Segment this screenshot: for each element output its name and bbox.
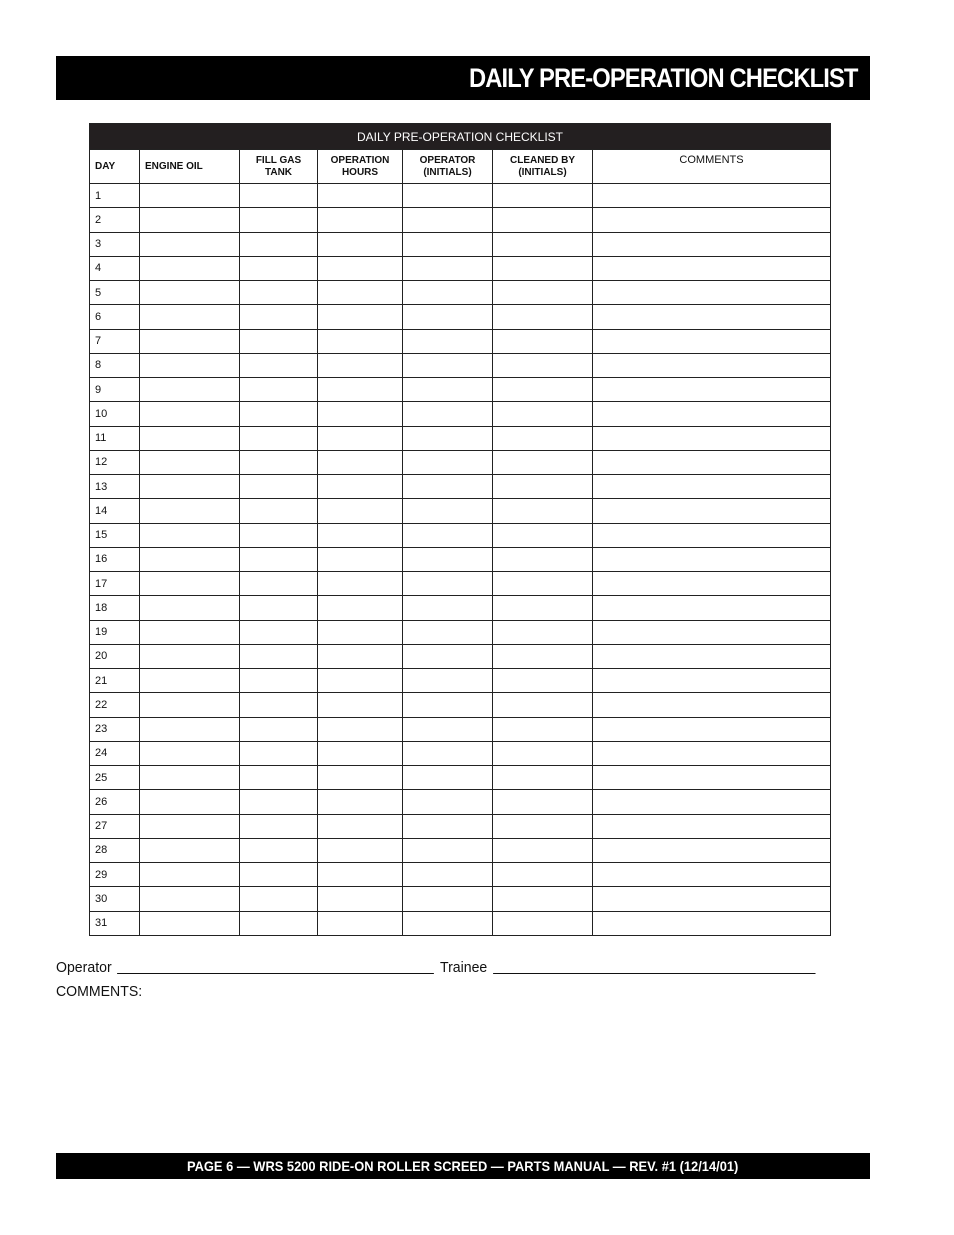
- cleaned-by-cell[interactable]: [493, 887, 593, 911]
- engine-oil-cell[interactable]: [140, 644, 240, 668]
- engine-oil-cell[interactable]: [140, 887, 240, 911]
- comments-cell[interactable]: [593, 790, 831, 814]
- day-number: 2: [90, 208, 140, 232]
- engine-oil-cell[interactable]: [140, 281, 240, 305]
- day-number: 15: [90, 523, 140, 547]
- day-number: 31: [90, 911, 140, 935]
- table-row: [90, 378, 831, 402]
- cleaned-by-cell[interactable]: [493, 644, 593, 668]
- operator-initials-cell[interactable]: [403, 887, 493, 911]
- day-number: 23: [90, 717, 140, 741]
- operation-hours-cell[interactable]: [318, 475, 403, 499]
- comments-cell[interactable]: [593, 232, 831, 256]
- operator-initials-cell[interactable]: [403, 329, 493, 353]
- engine-oil-cell[interactable]: [140, 620, 240, 644]
- table-header-row: [90, 150, 831, 184]
- table-caption: DAILY PRE-OPERATION CHECKLIST: [90, 124, 831, 150]
- operator-initials-cell[interactable]: [403, 305, 493, 329]
- operator-initials-cell[interactable]: [403, 814, 493, 838]
- engine-oil-cell[interactable]: [140, 499, 240, 523]
- comments-cell[interactable]: [593, 669, 831, 693]
- fill-gas-cell[interactable]: [240, 766, 318, 790]
- day-number: 19: [90, 620, 140, 644]
- fill-gas-cell[interactable]: [240, 378, 318, 402]
- signature-line: [56, 956, 821, 976]
- operator-initials-cell[interactable]: [403, 256, 493, 280]
- table-row: [90, 790, 831, 814]
- engine-oil-cell[interactable]: [140, 426, 240, 450]
- fill-gas-cell[interactable]: [240, 547, 318, 571]
- operator-initials-cell[interactable]: [403, 620, 493, 644]
- engine-oil-cell[interactable]: [140, 669, 240, 693]
- table-row: [90, 256, 831, 280]
- operation-hours-cell[interactable]: [318, 329, 403, 353]
- table-row: [90, 499, 831, 523]
- fill-gas-cell[interactable]: [240, 523, 318, 547]
- operator-initials-cell[interactable]: [403, 281, 493, 305]
- operator-initials-cell[interactable]: [403, 669, 493, 693]
- cleaned-by-cell[interactable]: [493, 741, 593, 765]
- comments-cell[interactable]: [593, 887, 831, 911]
- day-number: 9: [90, 378, 140, 402]
- day-number: 16: [90, 547, 140, 571]
- engine-oil-cell[interactable]: [140, 523, 240, 547]
- comments-cell[interactable]: [593, 353, 831, 377]
- operator-initials-cell[interactable]: [403, 499, 493, 523]
- cleaned-by-cell[interactable]: [493, 305, 593, 329]
- table-row: [90, 450, 831, 474]
- comments-cell[interactable]: [593, 644, 831, 668]
- engine-oil-cell[interactable]: [140, 572, 240, 596]
- cleaned-by-cell[interactable]: [493, 717, 593, 741]
- column-header-comments: [593, 150, 831, 184]
- operator-initials-cell[interactable]: [403, 572, 493, 596]
- comments-cell[interactable]: [593, 450, 831, 474]
- engine-oil-cell[interactable]: [140, 256, 240, 280]
- operator-label: Operator: [56, 959, 112, 976]
- table-row: [90, 911, 831, 935]
- fill-gas-cell[interactable]: [240, 741, 318, 765]
- operator-initials-cell[interactable]: [403, 523, 493, 547]
- operator-initials-cell[interactable]: [403, 475, 493, 499]
- fill-gas-cell[interactable]: [240, 426, 318, 450]
- comments-cell[interactable]: [593, 717, 831, 741]
- operation-hours-cell[interactable]: [318, 499, 403, 523]
- operation-hours-cell[interactable]: [318, 693, 403, 717]
- operator-initials-cell[interactable]: [403, 863, 493, 887]
- table-row: [90, 208, 831, 232]
- day-number: 20: [90, 644, 140, 668]
- fill-gas-cell[interactable]: [240, 911, 318, 935]
- engine-oil-cell[interactable]: [140, 329, 240, 353]
- day-number: 3: [90, 232, 140, 256]
- operation-hours-cell[interactable]: [318, 838, 403, 862]
- fill-gas-cell[interactable]: [240, 572, 318, 596]
- cleaned-by-cell[interactable]: [493, 863, 593, 887]
- trainee-signature-field[interactable]: [493, 959, 816, 974]
- comments-cell[interactable]: [593, 523, 831, 547]
- operator-initials-cell[interactable]: [403, 547, 493, 571]
- engine-oil-cell[interactable]: [140, 547, 240, 571]
- column-header-operation-line1: OPERATION: [330, 154, 390, 166]
- checklist-sheet: [89, 123, 830, 936]
- fill-gas-cell[interactable]: [240, 305, 318, 329]
- operation-hours-cell[interactable]: [318, 305, 403, 329]
- column-header-operator-initials: [403, 150, 493, 184]
- day-number: 27: [90, 814, 140, 838]
- day-number: 29: [90, 863, 140, 887]
- day-number: 10: [90, 402, 140, 426]
- engine-oil-cell[interactable]: [140, 402, 240, 426]
- day-number: 26: [90, 790, 140, 814]
- fill-gas-cell[interactable]: [240, 184, 318, 208]
- engine-oil-cell[interactable]: [140, 208, 240, 232]
- comments-cell[interactable]: [593, 208, 831, 232]
- comments-cell[interactable]: [593, 620, 831, 644]
- fill-gas-cell[interactable]: [240, 329, 318, 353]
- fill-gas-cell[interactable]: [240, 693, 318, 717]
- table-row: [90, 232, 831, 256]
- cleaned-by-cell[interactable]: [493, 596, 593, 620]
- operator-initials-cell[interactable]: [403, 741, 493, 765]
- fill-gas-cell[interactable]: [240, 232, 318, 256]
- fill-gas-cell[interactable]: [240, 887, 318, 911]
- engine-oil-cell[interactable]: [140, 911, 240, 935]
- day-number: 7: [90, 329, 140, 353]
- day-number: 22: [90, 693, 140, 717]
- operation-hours-cell[interactable]: [318, 620, 403, 644]
- operation-hours-cell[interactable]: [318, 353, 403, 377]
- checklist-body: [90, 184, 831, 936]
- cleaned-by-cell[interactable]: [493, 523, 593, 547]
- operation-hours-cell[interactable]: [318, 887, 403, 911]
- table-row: [90, 547, 831, 571]
- table-row: [90, 838, 831, 862]
- day-number: 30: [90, 887, 140, 911]
- cleaned-by-cell[interactable]: [493, 669, 593, 693]
- day-number: 28: [90, 838, 140, 862]
- day-number: 5: [90, 281, 140, 305]
- column-header-comments-label: COMMENTS: [679, 154, 744, 166]
- comments-cell[interactable]: [593, 281, 831, 305]
- trainee-label: Trainee: [439, 959, 488, 976]
- comments-cell[interactable]: [593, 596, 831, 620]
- operation-hours-cell[interactable]: [318, 596, 403, 620]
- cleaned-by-cell[interactable]: [493, 547, 593, 571]
- comments-cell[interactable]: [593, 402, 831, 426]
- engine-oil-cell[interactable]: [140, 717, 240, 741]
- table-row: [90, 693, 831, 717]
- table-row: [90, 766, 831, 790]
- operator-initials-cell[interactable]: [403, 838, 493, 862]
- comments-cell[interactable]: [593, 378, 831, 402]
- cleaned-by-cell[interactable]: [493, 475, 593, 499]
- cleaned-by-cell[interactable]: [493, 572, 593, 596]
- operator-initials-cell[interactable]: [403, 766, 493, 790]
- column-header-fill-gas-tank: [240, 150, 318, 184]
- operator-initials-cell[interactable]: [403, 596, 493, 620]
- operator-initials-cell[interactable]: [403, 353, 493, 377]
- table-caption-row: [90, 124, 831, 150]
- day-number: 8: [90, 353, 140, 377]
- cleaned-by-cell[interactable]: [493, 378, 593, 402]
- table-row: [90, 863, 831, 887]
- column-header-engine-oil-label: ENGINE OIL: [145, 160, 203, 172]
- fill-gas-cell[interactable]: [240, 863, 318, 887]
- operation-hours-cell[interactable]: [318, 208, 403, 232]
- operator-initials-cell[interactable]: [403, 717, 493, 741]
- fill-gas-cell[interactable]: [240, 281, 318, 305]
- table-row: [90, 620, 831, 644]
- column-header-operation-line2: HOURS: [341, 166, 379, 178]
- table-row: [90, 572, 831, 596]
- table-row: [90, 717, 831, 741]
- table-row: [90, 741, 831, 765]
- comments-cell[interactable]: [593, 741, 831, 765]
- comments-cell[interactable]: [593, 426, 831, 450]
- column-header-cleaned-line2: (INITIALS): [518, 166, 567, 178]
- comments-cell[interactable]: [593, 693, 831, 717]
- cleaned-by-cell[interactable]: [493, 281, 593, 305]
- table-row: [90, 281, 831, 305]
- comments-cell[interactable]: [593, 305, 831, 329]
- column-header-operation-hours: [318, 150, 403, 184]
- cleaned-by-cell[interactable]: [493, 620, 593, 644]
- operation-hours-cell[interactable]: [318, 572, 403, 596]
- comments-cell[interactable]: [593, 911, 831, 935]
- comments-cell[interactable]: [593, 766, 831, 790]
- page-header-bar: [56, 56, 870, 100]
- column-header-cleaned-by: [493, 150, 593, 184]
- operation-hours-cell[interactable]: [318, 547, 403, 571]
- day-number: 21: [90, 669, 140, 693]
- fill-gas-cell[interactable]: [240, 814, 318, 838]
- operator-initials-cell[interactable]: [403, 790, 493, 814]
- comments-cell[interactable]: [593, 547, 831, 571]
- table-row: [90, 523, 831, 547]
- operation-hours-cell[interactable]: [318, 378, 403, 402]
- comments-label: COMMENTS:: [56, 983, 143, 1000]
- comments-cell[interactable]: [593, 256, 831, 280]
- engine-oil-cell[interactable]: [140, 863, 240, 887]
- operation-hours-cell[interactable]: [318, 184, 403, 208]
- fill-gas-cell[interactable]: [240, 790, 318, 814]
- column-header-fill-gas-line1: FILL GAS: [255, 154, 302, 166]
- day-number: 24: [90, 741, 140, 765]
- operation-hours-cell[interactable]: [318, 281, 403, 305]
- operator-initials-cell[interactable]: [403, 378, 493, 402]
- day-number: 18: [90, 596, 140, 620]
- column-header-day-label: DAY: [95, 160, 116, 172]
- operator-initials-cell[interactable]: [403, 644, 493, 668]
- engine-oil-cell[interactable]: [140, 790, 240, 814]
- engine-oil-cell[interactable]: [140, 596, 240, 620]
- column-header-operator-line1: OPERATOR: [419, 154, 476, 166]
- table-row: [90, 184, 831, 208]
- operator-initials-cell[interactable]: [403, 426, 493, 450]
- day-number: 17: [90, 572, 140, 596]
- fill-gas-cell[interactable]: [240, 596, 318, 620]
- day-number: 13: [90, 475, 140, 499]
- column-header-operator-line2: (INITIALS): [423, 166, 472, 178]
- operation-hours-cell[interactable]: [318, 717, 403, 741]
- operator-initials-cell[interactable]: [403, 232, 493, 256]
- column-header-fill-gas-line2: TANK: [264, 166, 293, 178]
- fill-gas-cell[interactable]: [240, 402, 318, 426]
- page-title: DAILY PRE-OPERATION CHECKLIST: [469, 62, 858, 93]
- table-row: [90, 329, 831, 353]
- cleaned-by-cell[interactable]: [493, 426, 593, 450]
- cleaned-by-cell[interactable]: [493, 838, 593, 862]
- fill-gas-cell[interactable]: [240, 717, 318, 741]
- engine-oil-cell[interactable]: [140, 741, 240, 765]
- operation-hours-cell[interactable]: [318, 402, 403, 426]
- comments-cell[interactable]: [593, 329, 831, 353]
- table-row: [90, 814, 831, 838]
- table-row: [90, 353, 831, 377]
- table-row: [90, 887, 831, 911]
- cleaned-by-cell[interactable]: [493, 256, 593, 280]
- engine-oil-cell[interactable]: [140, 232, 240, 256]
- operation-hours-cell[interactable]: [318, 523, 403, 547]
- day-number: 12: [90, 450, 140, 474]
- engine-oil-cell[interactable]: [140, 766, 240, 790]
- fill-gas-cell[interactable]: [240, 620, 318, 644]
- engine-oil-cell[interactable]: [140, 184, 240, 208]
- cleaned-by-cell[interactable]: [493, 232, 593, 256]
- operation-hours-cell[interactable]: [318, 450, 403, 474]
- cleaned-by-cell[interactable]: [493, 184, 593, 208]
- operator-signature-field[interactable]: [117, 959, 434, 974]
- operation-hours-cell[interactable]: [318, 814, 403, 838]
- cleaned-by-cell[interactable]: [493, 499, 593, 523]
- engine-oil-cell[interactable]: [140, 450, 240, 474]
- operator-initials-cell[interactable]: [403, 184, 493, 208]
- engine-oil-cell[interactable]: [140, 814, 240, 838]
- cleaned-by-cell[interactable]: [493, 329, 593, 353]
- operation-hours-cell[interactable]: [318, 766, 403, 790]
- cleaned-by-cell[interactable]: [493, 790, 593, 814]
- engine-oil-cell[interactable]: [140, 305, 240, 329]
- fill-gas-cell[interactable]: [240, 256, 318, 280]
- checklist-table: [89, 123, 831, 936]
- comments-cell[interactable]: [593, 814, 831, 838]
- day-number: 11: [90, 426, 140, 450]
- operator-initials-cell[interactable]: [403, 693, 493, 717]
- operator-initials-cell[interactable]: [403, 402, 493, 426]
- engine-oil-cell[interactable]: [140, 353, 240, 377]
- operation-hours-cell[interactable]: [318, 863, 403, 887]
- engine-oil-cell[interactable]: [140, 378, 240, 402]
- fill-gas-cell[interactable]: [240, 669, 318, 693]
- table-row: [90, 644, 831, 668]
- comments-cell[interactable]: [593, 475, 831, 499]
- operation-hours-cell[interactable]: [318, 790, 403, 814]
- fill-gas-cell[interactable]: [240, 475, 318, 499]
- fill-gas-cell[interactable]: [240, 450, 318, 474]
- operation-hours-cell[interactable]: [318, 669, 403, 693]
- column-header-day: [90, 150, 140, 184]
- operation-hours-cell[interactable]: [318, 256, 403, 280]
- table-row: [90, 426, 831, 450]
- operator-initials-cell[interactable]: [403, 208, 493, 232]
- table-row: [90, 669, 831, 693]
- fill-gas-cell[interactable]: [240, 208, 318, 232]
- page-footer-bar: [56, 1153, 870, 1179]
- engine-oil-cell[interactable]: [140, 838, 240, 862]
- table-row: [90, 305, 831, 329]
- operation-hours-cell[interactable]: [318, 426, 403, 450]
- day-number: 14: [90, 499, 140, 523]
- comments-cell[interactable]: [593, 184, 831, 208]
- cleaned-by-cell[interactable]: [493, 353, 593, 377]
- column-header-engine-oil: [140, 150, 240, 184]
- day-number: 4: [90, 256, 140, 280]
- fill-gas-cell[interactable]: [240, 838, 318, 862]
- cleaned-by-cell[interactable]: [493, 693, 593, 717]
- cleaned-by-cell[interactable]: [493, 402, 593, 426]
- engine-oil-cell[interactable]: [140, 693, 240, 717]
- cleaned-by-cell[interactable]: [493, 814, 593, 838]
- column-header-cleaned-line1: CLEANED BY: [509, 154, 575, 166]
- engine-oil-cell[interactable]: [140, 475, 240, 499]
- cleaned-by-cell[interactable]: [493, 208, 593, 232]
- table-row: [90, 402, 831, 426]
- cleaned-by-cell[interactable]: [493, 766, 593, 790]
- operation-hours-cell[interactable]: [318, 741, 403, 765]
- cleaned-by-cell[interactable]: [493, 450, 593, 474]
- day-number: 1: [90, 184, 140, 208]
- table-row: [90, 596, 831, 620]
- operation-hours-cell[interactable]: [318, 232, 403, 256]
- day-number: 6: [90, 305, 140, 329]
- cleaned-by-cell[interactable]: [493, 911, 593, 935]
- operation-hours-cell[interactable]: [318, 644, 403, 668]
- fill-gas-cell[interactable]: [240, 644, 318, 668]
- comments-cell[interactable]: [593, 838, 831, 862]
- comments-cell[interactable]: [593, 499, 831, 523]
- fill-gas-cell[interactable]: [240, 353, 318, 377]
- operator-initials-cell[interactable]: [403, 450, 493, 474]
- operation-hours-cell[interactable]: [318, 911, 403, 935]
- table-row: [90, 475, 831, 499]
- day-number: 25: [90, 766, 140, 790]
- operator-initials-cell[interactable]: [403, 911, 493, 935]
- comments-cell[interactable]: [593, 572, 831, 596]
- footer-text: PAGE 6 — WRS 5200 RIDE-ON ROLLER SCREED — PARTS MANUAL — REV. #1 (12/14/01): [187, 1158, 739, 1174]
- comments-cell[interactable]: [593, 863, 831, 887]
- fill-gas-cell[interactable]: [240, 499, 318, 523]
